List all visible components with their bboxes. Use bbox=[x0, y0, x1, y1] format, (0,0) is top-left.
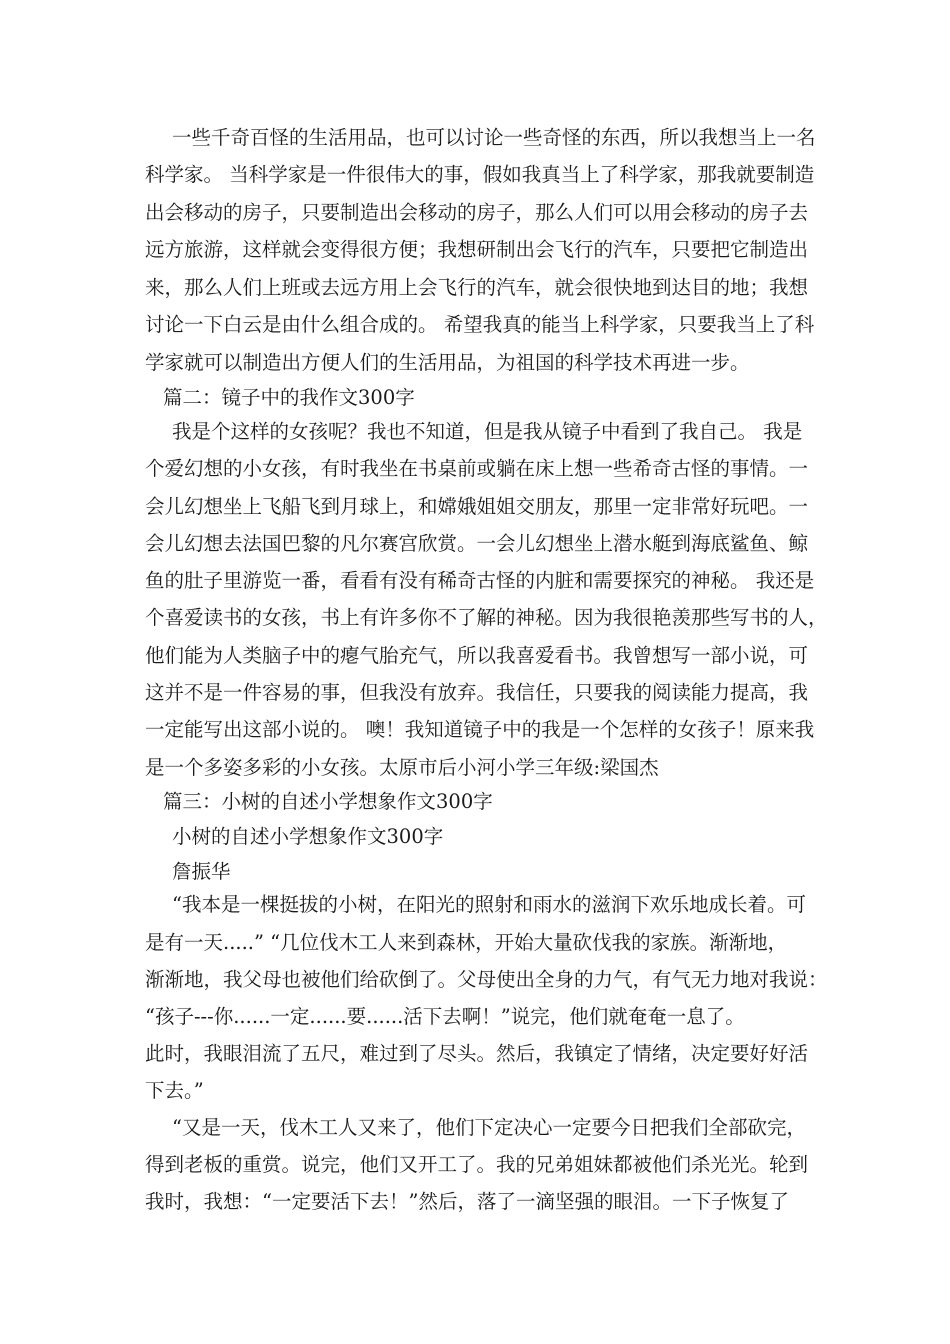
author-name: 詹振华 bbox=[172, 860, 231, 883]
text-line: 个爱幻想的小女孩，有时我坐在书桌前或躺在床上想一些希奇古怪的事情。一 bbox=[145, 457, 809, 480]
text-line: “孩子---你......一定......要......活下去啊！”说完，他们就奄奄一息了。 bbox=[145, 1005, 745, 1028]
text-line: 科学家。 当科学家是一件很伟大的事，假如我真当上了科学家，那我就要制造 bbox=[145, 163, 815, 186]
text-line: 这并不是一件容易的事，但我没有放弃。我信任，只要我的阅读能力提高，我 bbox=[145, 681, 809, 704]
text-line: 是有一天.....” “几位伐木工人来到森林，开始大量砍伐我的家族。渐渐地， bbox=[145, 931, 788, 954]
text-line: 会儿幻想去法国巴黎的凡尔赛宫欣赏。一会儿幻想坐上潜水艇到海底鲨鱼、鲸 bbox=[145, 532, 809, 555]
text-line: 一定能写出这部小说的。 噢！我知道镜子中的我是一个怎样的女孩子！原来我 bbox=[145, 718, 815, 741]
text-line: 渐渐地，我父母也被他们给砍倒了。父母使出全身的力气，有气无力地对我说： bbox=[145, 968, 828, 991]
text-line: 来，那么人们上班或去远方用上会飞行的汽车，就会很快地到达目的地；我想 bbox=[145, 276, 809, 299]
section-heading: 篇二：镜子中的我作文300字 bbox=[163, 386, 415, 409]
text-line: 此时，我眼泪流了五尺，难过到了尽头。然后，我镇定了情绪，决定要好好活 bbox=[145, 1042, 809, 1065]
text-line: 鱼的肚子里游览一番，看看有没有稀奇古怪的内脏和需要探究的神秘。 我还是 bbox=[145, 569, 815, 592]
essay-title: 小树的自述小学想象作文300字 bbox=[172, 825, 444, 848]
text-line: 一些千奇百怪的生活用品，也可以讨论一些奇怪的东西，所以我想当上一名 bbox=[172, 126, 816, 149]
text-line: “又是一天，伐木工人又来了，他们下定决心一定要今日把我们全部砍完， bbox=[172, 1116, 806, 1139]
text-line: “我本是一棵挺拔的小树，在阳光的照射和雨水的滋润下欢乐地成长着。可 bbox=[172, 893, 806, 916]
text-line: 我是个这样的女孩呢？我也不知道，但是我从镜子中看到了我自己。 我是 bbox=[172, 420, 803, 443]
text-line: 讨论一下白云是由什么组合成的。 希望我真的能当上科学家，只要我当上了科 bbox=[145, 313, 815, 336]
text-line: 他们能为人类脑子中的瘪气胎充气，所以我喜爱看书。我曾想写一部小说，可 bbox=[145, 644, 809, 667]
section-heading: 篇三：小树的自述小学想象作文300字 bbox=[163, 790, 493, 813]
text-line: 得到老板的重赏。说完，他们又开工了。我的兄弟姐妹都被他们杀光光。轮到 bbox=[145, 1153, 809, 1176]
text-line: 远方旅游，这样就会变得很方便；我想研制出会飞行的汽车，只要把它制造出 bbox=[145, 238, 809, 261]
text-line: 是一个多姿多彩的小女孩。太原市后小河小学三年级:梁国杰 bbox=[145, 756, 659, 779]
text-line: 会儿幻想坐上飞船飞到月球上，和嫦娥姐姐交朋友，那里一定非常好玩吧。一 bbox=[145, 495, 809, 518]
text-line: 下去。” bbox=[145, 1079, 204, 1102]
text-line: 个喜爱读书的女孩，书上有许多你不了解的神秘。因为我很艳羡那些写书的人， bbox=[145, 606, 828, 629]
text-line: 学家就可以制造出方便人们的生活用品，为祖国的科学技术再进一步。 bbox=[145, 351, 750, 374]
text-line: 我时，我想：“一定要活下去！”然后，落了一滴坚强的眼泪。一下子恢复了 bbox=[145, 1190, 789, 1213]
text-line: 出会移动的房子，只要制造出会移动的房子，那么人们可以用会移动的房子去 bbox=[145, 201, 809, 224]
